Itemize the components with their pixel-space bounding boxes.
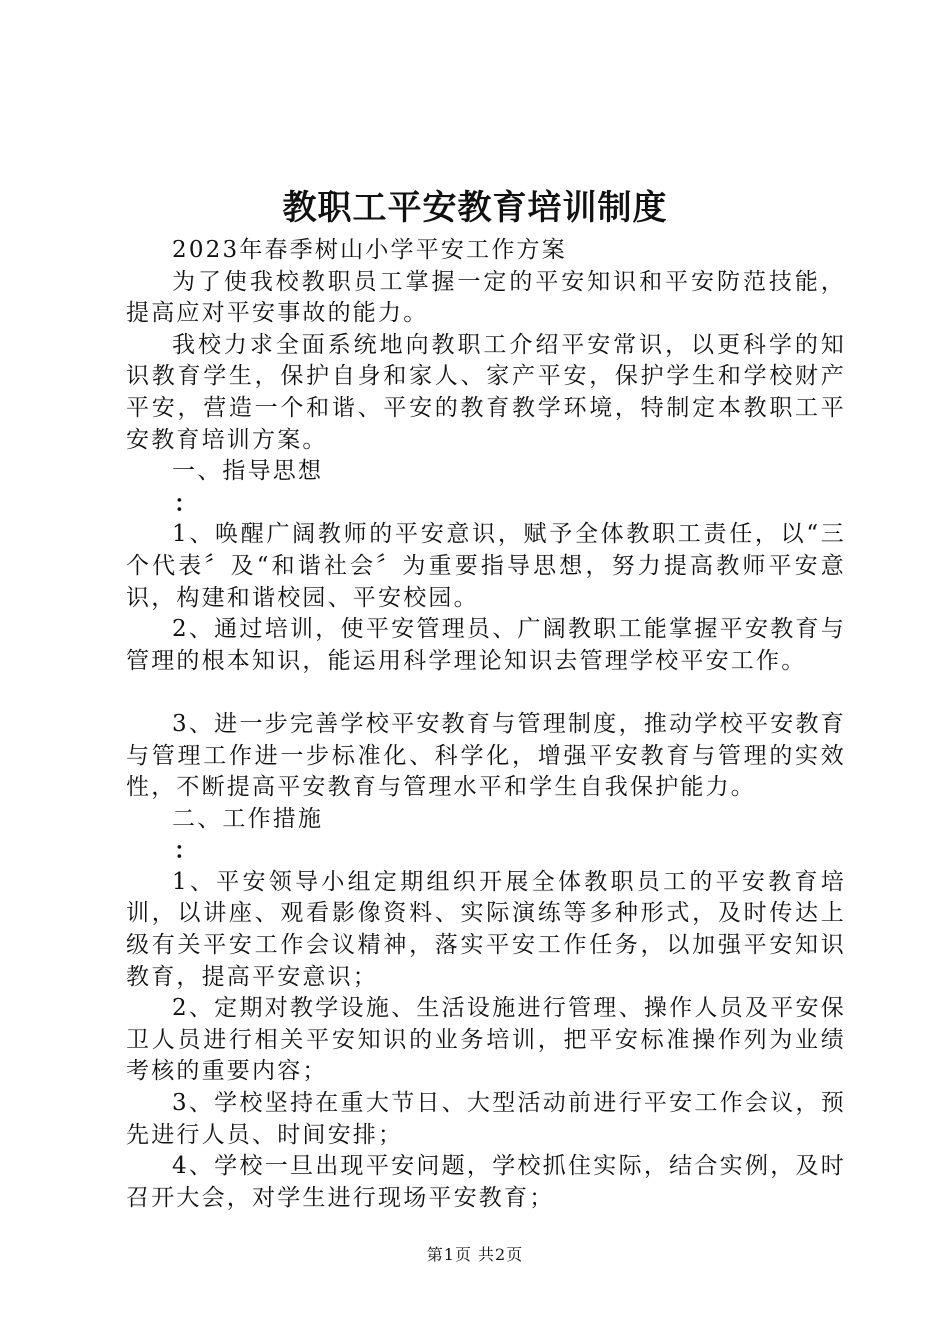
paragraph-intro: 我校力求全面系统地向教职工介绍平安常识，以更科学的知识教育学生，保护自身和家人、家产平安，保护学生和学校财产平安，营造一个和谐、平安的教育教学环境，特制定本教职工平安教育培训方案。 — [126, 331, 846, 453]
section-heading-measures: 二、工作措施 — [172, 805, 324, 832]
paragraph-guide-3: 3、进一步完善学校平安教育与管理制度，推动学校平安教育与管理工作进一步标准化、科学化，增强平安教育与管理的实效性，不断提高平安教育与管理水平和学生自我保护能力。 — [126, 710, 846, 801]
document-body — [126, 235, 846, 1214]
paragraph-guide-2: 2、通过培训，使平安管理员、广阔教职工能掌握平安教育与管理的根本知识，能运用科学理论知识去管理学校平安工作。 — [126, 616, 846, 674]
paragraph-measure-4: 4、学校一旦出现平安问题，学校抓住实际，结合实例，及时召开大会，对学生进行现场平安教育； — [126, 1153, 846, 1211]
page-footer: 第1页 共2页 — [426, 1245, 524, 1264]
colon-line: ： — [174, 489, 200, 517]
paragraph-plan-heading: 2023年春季树山小学平安工作方案 — [172, 237, 567, 263]
section-heading-guiding-ideas: 一、指导思想 — [172, 458, 324, 485]
paragraph-measure-1: 1、平安领导小组定期组织开展全体教职员工的平安教育培训，以讲座、观看影像资料、实际演练等多种形式，及时传达上级有关平安工作会议精神，落实平安工作任务，以加强平安知识教育，提高平安意识； — [126, 868, 846, 990]
paragraph-measure-3: 3、学校坚持在重大节日、大型活动前进行平安工作会议，预先进行人员、时间安排； — [126, 1090, 846, 1148]
paragraph-purpose: 为了使我校教职员工掌握一定的平安知识和平安防范技能，提高应对平安事故的能力。 — [126, 268, 846, 327]
colon-line: ： — [174, 837, 200, 865]
blank-line — [126, 677, 846, 709]
paragraph-guide-1: 1、唤醒广阔教师的平安意识，赋予全体教职工责任，以“三个代表〞及“和谐社会〞为重要指导思想，努力提高教师平安意识，构建和谐校园、平安校园。 — [126, 521, 846, 611]
document-title: 教职工平安教育培训制度 — [282, 188, 668, 228]
paragraph-measure-2: 2、定期对教学设施、生活设施进行管理、操作人员及平安保卫人员进行相关平安知识的业务培训，把平安标准操作列为业绩考核的重要内容； — [126, 995, 846, 1085]
